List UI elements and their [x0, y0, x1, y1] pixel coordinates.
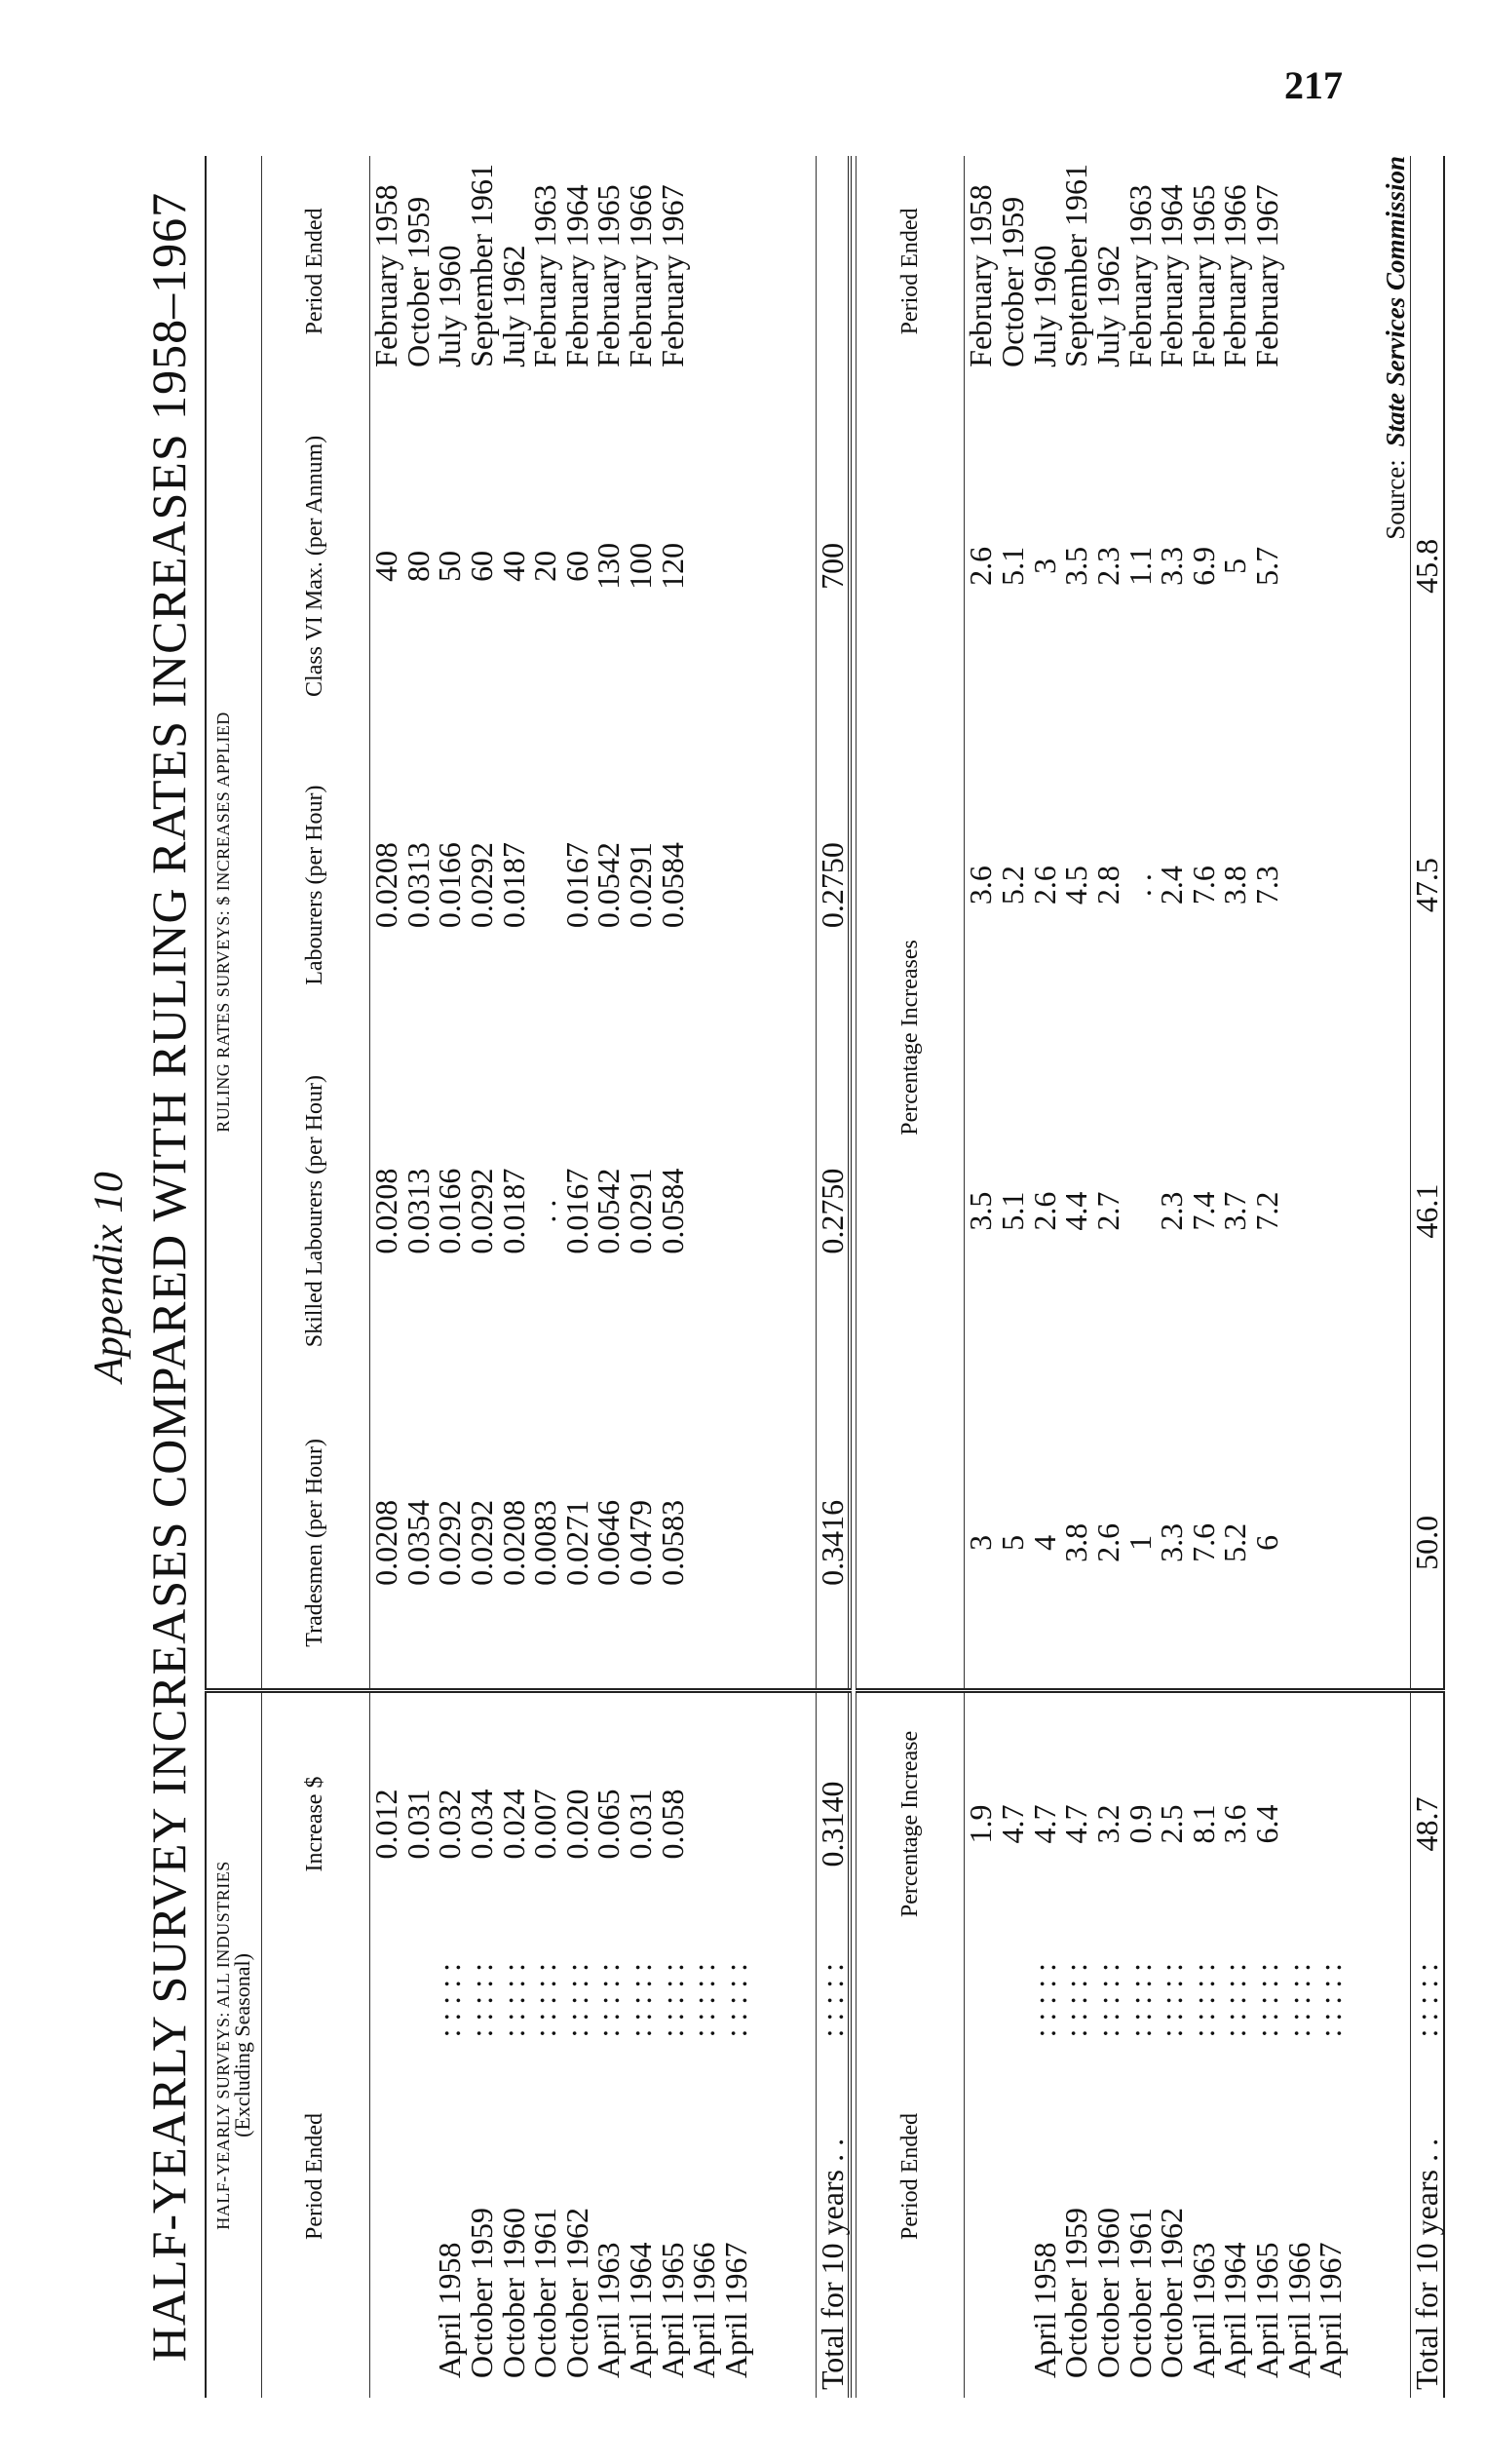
- table-cell-value: October 1961: [527, 2207, 563, 2378]
- percent-header-period-ended: Period Ended: [857, 1955, 965, 2398]
- table-cell-value: 2.3: [1089, 546, 1125, 586]
- table-cell-value: 60: [558, 550, 594, 582]
- dollar-total-dots: : : : : :: [814, 1963, 850, 2038]
- table-cell-value: 40: [495, 550, 531, 582]
- table-cell-value: 3.6: [963, 866, 999, 905]
- table-cell-value: April 1966: [686, 2242, 722, 2378]
- dollar-total-increase: 0.3140: [816, 1690, 850, 1955]
- table-cell-value: 2.6: [963, 546, 999, 586]
- table-cell-value: 3.3: [1154, 1522, 1190, 1562]
- table-cell-value: 60: [463, 550, 499, 582]
- table-cell-value: October 1962: [1154, 2207, 1190, 2378]
- table-cell-value: February 1963: [527, 184, 563, 367]
- dollar-total-skilled: 0.2750: [816, 1024, 850, 1397]
- percent-total-labourers: 47.5: [1411, 746, 1444, 1025]
- page-title: HALF-YEARLY SURVEY INCREASES COMPARED WITH RULING RATES INCREASES 1958–1967: [141, 191, 196, 2363]
- table-cell-value: 5.2: [995, 866, 1030, 905]
- percent-header-increases: Percentage Increases: [857, 387, 965, 1691]
- left-group-header: [206, 1690, 262, 2398]
- percent-period-dots: [1026, 1963, 1349, 2038]
- percent-total-label: Total for 10 years . .: [1409, 2137, 1445, 2390]
- percent-right-period-list: [965, 156, 1411, 387]
- table-cell-value: 4.7: [1058, 1804, 1094, 1844]
- leader-dots: : : : : :: [654, 1963, 690, 2038]
- dollar-right-period-list: [370, 156, 817, 387]
- leader-dots: : : : : :: [1058, 1963, 1094, 2038]
- table-cell-value: 0.0479: [623, 1499, 658, 1586]
- table-cell-value: 4: [1026, 1534, 1062, 1551]
- table-cell-value: 0.0292: [463, 1168, 499, 1254]
- table-cell-value: 1.1: [1122, 546, 1158, 586]
- header-labourers: Labourers (per Hour): [262, 746, 370, 1025]
- percent-skilled-values: [965, 1024, 1411, 1397]
- table-cell-value: 0.0313: [400, 842, 436, 929]
- dollar-class-vi-values: [370, 387, 817, 746]
- table-cell-value: [1124, 1032, 1157, 1389]
- source-note: [1381, 156, 1411, 540]
- table-cell-value: 0.0584: [654, 1168, 690, 1254]
- page-number: 217: [1284, 63, 1343, 107]
- table-cell-value: 0.0167: [558, 1168, 594, 1254]
- header-period-ended-left: Period Ended: [262, 1955, 370, 2398]
- table-cell-value: 3.8: [1058, 1522, 1094, 1562]
- table-cell-value: 0.0083: [527, 1499, 563, 1586]
- header-skilled-labourers: Skilled Labourers (per Hour): [262, 1024, 370, 1397]
- dollar-total-label: Total for 10 years . .: [814, 2137, 850, 2390]
- table-cell-value: 0.0208: [495, 1499, 531, 1586]
- table-cell-value: 0.0166: [432, 1168, 468, 1254]
- table-cell-value: 6.9: [1185, 546, 1221, 586]
- table-cell-value: 0.0584: [654, 842, 690, 929]
- header-period-ended-right: Period Ended: [262, 156, 370, 387]
- table-cell-value: 0.0583: [654, 1499, 690, 1586]
- percent-total-row: [1411, 156, 1444, 2398]
- dollar-period-list: [370, 1955, 817, 2398]
- table-cell-value: 4.7: [995, 1804, 1030, 1844]
- table-cell-value: April 1965: [1249, 2242, 1284, 2378]
- table-cell-value: 2.4: [1154, 866, 1190, 905]
- dollar-total-row: [816, 156, 850, 2398]
- table-cell-value: 0.0646: [590, 1499, 627, 1586]
- table-cell-value: 0.0292: [432, 1499, 468, 1586]
- table-cell-value: 0.020: [558, 1789, 594, 1860]
- table-cell-value: October 1959: [1058, 2207, 1094, 2378]
- table-cell-value: February 1966: [1217, 184, 1253, 367]
- right-group-title: RULING RATES SURVEYS: $ INCREASES APPLIED: [213, 712, 233, 1133]
- leader-dots: : : : : :: [1313, 1963, 1349, 2038]
- table-cell-value: . .: [527, 1199, 563, 1223]
- table-cell-value: 3.5: [963, 1191, 999, 1231]
- table-cell-value: 0.0542: [590, 1168, 627, 1254]
- table-cell-value: 3.3: [1154, 546, 1190, 586]
- table-cell-value: February 1965: [590, 184, 627, 367]
- leader-dots: : : : : :: [432, 1963, 468, 2038]
- percentage-header-row: [857, 156, 965, 2398]
- leader-dots: : : : : :: [623, 1963, 658, 2038]
- table-cell-value: 0.032: [432, 1789, 468, 1860]
- table-cell-value: 120: [654, 542, 690, 590]
- table-cell-value: September 1961: [1058, 164, 1094, 367]
- table-cell-value: 7.6: [1185, 866, 1221, 905]
- table-cell-value: 0.0187: [495, 1168, 531, 1254]
- table-cell-value: April 1958: [1026, 2242, 1062, 2378]
- table-cell-value: 2.8: [1089, 866, 1125, 905]
- percent-data-row: [965, 156, 1411, 2398]
- bottom-rule-cell: [1444, 156, 1447, 2398]
- table-cell-value: 5.1: [995, 1191, 1030, 1231]
- dollar-total-labourers: 0.2750: [816, 746, 850, 1025]
- table-cell-value: July 1962: [495, 245, 531, 367]
- table-cell-value: 2.5: [1154, 1804, 1190, 1844]
- table-cell-value: April 1964: [623, 2242, 658, 2378]
- table-cell-value: 0.0187: [495, 842, 531, 929]
- percent-total-label-cell: [1411, 1955, 1444, 2398]
- table-cell-value: 0.0271: [558, 1499, 594, 1586]
- table-cell-value: April 1967: [717, 2242, 753, 2378]
- table-cell-value: 0.058: [654, 1789, 690, 1860]
- dollar-periods: [434, 2208, 751, 2378]
- table-cell-value: 100: [623, 542, 658, 590]
- table-cell-value: 2.3: [1154, 1191, 1190, 1231]
- table-cell-value: April 1964: [1217, 2242, 1253, 2378]
- percent-total-dots: : : : : :: [1409, 1963, 1445, 2038]
- table-cell-value: 8.1: [1185, 1804, 1221, 1844]
- table-cell-value: 5.1: [995, 546, 1030, 586]
- dollar-labourers-values: [370, 746, 817, 1025]
- leader-dots: : : : : :: [686, 1963, 722, 2038]
- table-cell-value: 3: [1026, 558, 1062, 574]
- table-cell-value: 130: [590, 542, 627, 590]
- table-cell-value: July 1960: [432, 245, 468, 367]
- percent-class-vi-values: [965, 387, 1411, 746]
- dollar-period-dots: [434, 1963, 751, 2037]
- table-cell-value: 4.7: [1026, 1804, 1062, 1844]
- table-cell-value: 0.031: [623, 1789, 658, 1860]
- dollar-data-row: [370, 156, 817, 2398]
- table-cell-value: February 1967: [654, 184, 690, 367]
- leader-dots: : : : : :: [1249, 1963, 1284, 2038]
- table-cell-value: April 1965: [654, 2242, 690, 2378]
- table-cell-value: 2.6: [1026, 1191, 1062, 1231]
- table-cell-value: February 1958: [368, 184, 403, 367]
- table-cell-value: 3.2: [1089, 1804, 1125, 1844]
- leader-dots: : : : : :: [1185, 1963, 1221, 2038]
- percent-total-tradesmen: 50.0: [1411, 1398, 1444, 1691]
- right-group-header: [206, 156, 262, 1690]
- leader-dots: : : : : :: [1154, 1963, 1190, 2038]
- table-cell-value: 0.0292: [463, 1499, 499, 1586]
- table-cell-value: April 1967: [1313, 2242, 1349, 2378]
- percent-labourers-values: [965, 746, 1411, 1025]
- dollar-total-empty: [816, 156, 850, 387]
- table-cell-value: 2.6: [1026, 866, 1062, 905]
- bottom-rule: [1444, 156, 1447, 2398]
- table-cell-value: October 1960: [495, 2207, 531, 2378]
- table-cell-value: April 1963: [590, 2242, 627, 2378]
- table-cell-value: April 1963: [1185, 2242, 1221, 2378]
- percent-total-skilled: 46.1: [1411, 1024, 1444, 1397]
- table-cell-value: February 1958: [963, 184, 999, 367]
- dollar-total-label-cell: [816, 1955, 850, 2398]
- table-cell-value: 20: [527, 550, 563, 582]
- leader-dots: : : : : :: [1026, 1963, 1062, 2038]
- table-cell-value: 0.0291: [623, 1168, 658, 1254]
- table-cell-value: October 1959: [995, 196, 1030, 367]
- table-cell-value: 1.9: [963, 1804, 999, 1844]
- header-increase: Increase $: [262, 1690, 370, 1955]
- table-cell-value: 3.7: [1217, 1191, 1253, 1231]
- table-cell-value: 4.5: [1058, 866, 1094, 905]
- table-cell-value: February 1963: [1122, 184, 1158, 367]
- table-cell-value: October 1962: [558, 2207, 594, 2378]
- table-cell-value: 3.5: [1058, 546, 1094, 586]
- percent-total-class-vi: 45.8: [1411, 387, 1444, 746]
- table-cell-value: 0.0208: [368, 1499, 403, 1586]
- table-cell-value: 1: [1122, 1534, 1158, 1551]
- leader-dots: : : : : :: [495, 1963, 531, 2038]
- percent-period-list: [965, 1955, 1411, 2398]
- dollar-total-tradesmen: 0.3416: [816, 1398, 850, 1691]
- leader-dots: : : : : :: [1280, 1963, 1316, 2038]
- dollar-tradesmen-values: [370, 1398, 817, 1691]
- table-cell-value: 3.6: [1217, 1804, 1253, 1844]
- leader-dots: : : : : :: [1122, 1963, 1158, 2038]
- source-value: State Services Commission: [1381, 156, 1410, 447]
- dollar-increase-values: [370, 1690, 817, 1955]
- leader-dots: : : : : :: [590, 1963, 627, 2038]
- table-cell-value: 0.0166: [432, 842, 468, 929]
- percent-header-period-ended-right: Period Ended: [857, 156, 965, 387]
- table-cell-value: October 1960: [1089, 2207, 1125, 2378]
- table-cell-value: 0.0208: [368, 1168, 403, 1254]
- table-cell-value: 0.0354: [400, 1499, 436, 1586]
- table-cell-value: 6.4: [1249, 1804, 1284, 1844]
- table-cell-value: 0.0292: [463, 842, 499, 929]
- table-cell-value: 2.6: [1089, 1522, 1125, 1562]
- table-cell-value: 5: [995, 1534, 1030, 1551]
- leader-dots: : : : : :: [527, 1963, 563, 2038]
- table-cell-value: 0.031: [400, 1789, 436, 1860]
- table-cell-value: 7.6: [1185, 1522, 1221, 1562]
- leader-dots: : : : : :: [558, 1963, 594, 2038]
- table-cell-value: 50: [432, 550, 468, 582]
- table-cell-value: [529, 753, 561, 1018]
- table-cell-value: February 1964: [1154, 184, 1190, 367]
- appendix-label: Appendix 10: [87, 1171, 132, 1383]
- table-cell-value: 4.4: [1058, 1191, 1094, 1231]
- table-cell-value: 0.012: [368, 1789, 403, 1860]
- table-cell-value: 0.9: [1122, 1804, 1158, 1844]
- group-header-row: [206, 156, 262, 2398]
- header-tradesmen: Tradesmen (per Hour): [262, 1398, 370, 1691]
- table-cell-value: April 1958: [432, 2242, 468, 2378]
- table-cell-value: 7.3: [1249, 866, 1284, 905]
- table-cell-value: October 1959: [463, 2207, 499, 2378]
- table-cell-value: 6: [1249, 1534, 1284, 1551]
- leader-dots: : : : : :: [463, 1963, 499, 2038]
- table-cell-value: 5.2: [1217, 1522, 1253, 1562]
- column-header-row: [262, 156, 370, 2398]
- left-group-subtitle: (Excluding Seasonal): [230, 1953, 255, 2137]
- percent-header-increase: Percentage Increase: [857, 1690, 965, 1955]
- table-cell-value: 0.0167: [558, 842, 594, 929]
- table-cell-value: 80: [400, 550, 436, 582]
- table-cell-value: 2.7: [1089, 1191, 1125, 1231]
- table-cell-value: 7.2: [1249, 1191, 1284, 1231]
- table-cell-value: 0.0542: [590, 842, 627, 929]
- rotated-page-content: [86, 156, 1445, 2398]
- source-label: Source:: [1381, 459, 1410, 540]
- dollar-skilled-values: [370, 1024, 817, 1397]
- table-cell-value: 3: [963, 1534, 999, 1551]
- dollar-total-class-vi: 700: [816, 387, 850, 746]
- table-cell-value: October 1959: [400, 196, 436, 367]
- table-cell-value: 0.0291: [623, 842, 658, 929]
- table-cell-value: September 1961: [463, 164, 499, 367]
- table-cell-value: 40: [368, 550, 403, 582]
- leader-dots: : : : : :: [717, 1963, 753, 2038]
- table-cell-value: February 1964: [558, 184, 594, 367]
- table-cell-value: 0.034: [463, 1789, 499, 1860]
- percent-increase-values: [965, 1690, 1411, 1955]
- table-cell-value: 3.8: [1217, 866, 1253, 905]
- table-cell-value: February 1966: [623, 184, 658, 367]
- table-cell-value: 5: [1217, 558, 1253, 574]
- percent-total-increase: 48.7: [1411, 1690, 1444, 1955]
- table-cell-value: February 1965: [1185, 184, 1221, 367]
- table-cell-value: July 1962: [1089, 245, 1125, 367]
- table-cell-value: April 1966: [1280, 2242, 1316, 2378]
- table-cell-value: 0.0208: [368, 842, 403, 929]
- table-cell-value: February 1967: [1249, 184, 1284, 367]
- table-cell-value: 0.024: [495, 1789, 531, 1860]
- table-cell-value: 0.065: [590, 1789, 627, 1860]
- leader-dots: : : : : :: [1089, 1963, 1125, 2038]
- table-cell-value: 7.4: [1185, 1191, 1221, 1231]
- left-group-title: HALF-YEARLY SURVEYS: ALL INDUSTRIES: [213, 1861, 233, 2230]
- percent-tradesmen-values: [965, 1398, 1411, 1691]
- table-cell-value: July 1960: [1026, 245, 1062, 367]
- percent-total-empty: [1411, 156, 1444, 387]
- leader-dots: : : : : :: [1217, 1963, 1253, 2038]
- percent-periods: [1026, 2207, 1349, 2378]
- table-cell-value: October 1961: [1122, 2207, 1158, 2378]
- header-class-vi: Class VI Max. (per Annum): [262, 387, 370, 746]
- comparison-table: [205, 156, 1447, 2398]
- table-cell-value: 5.7: [1249, 546, 1284, 586]
- table-cell-value: 0.007: [527, 1789, 563, 1860]
- table-cell-value: . .: [1122, 873, 1158, 898]
- table-cell-value: 0.0313: [400, 1168, 436, 1254]
